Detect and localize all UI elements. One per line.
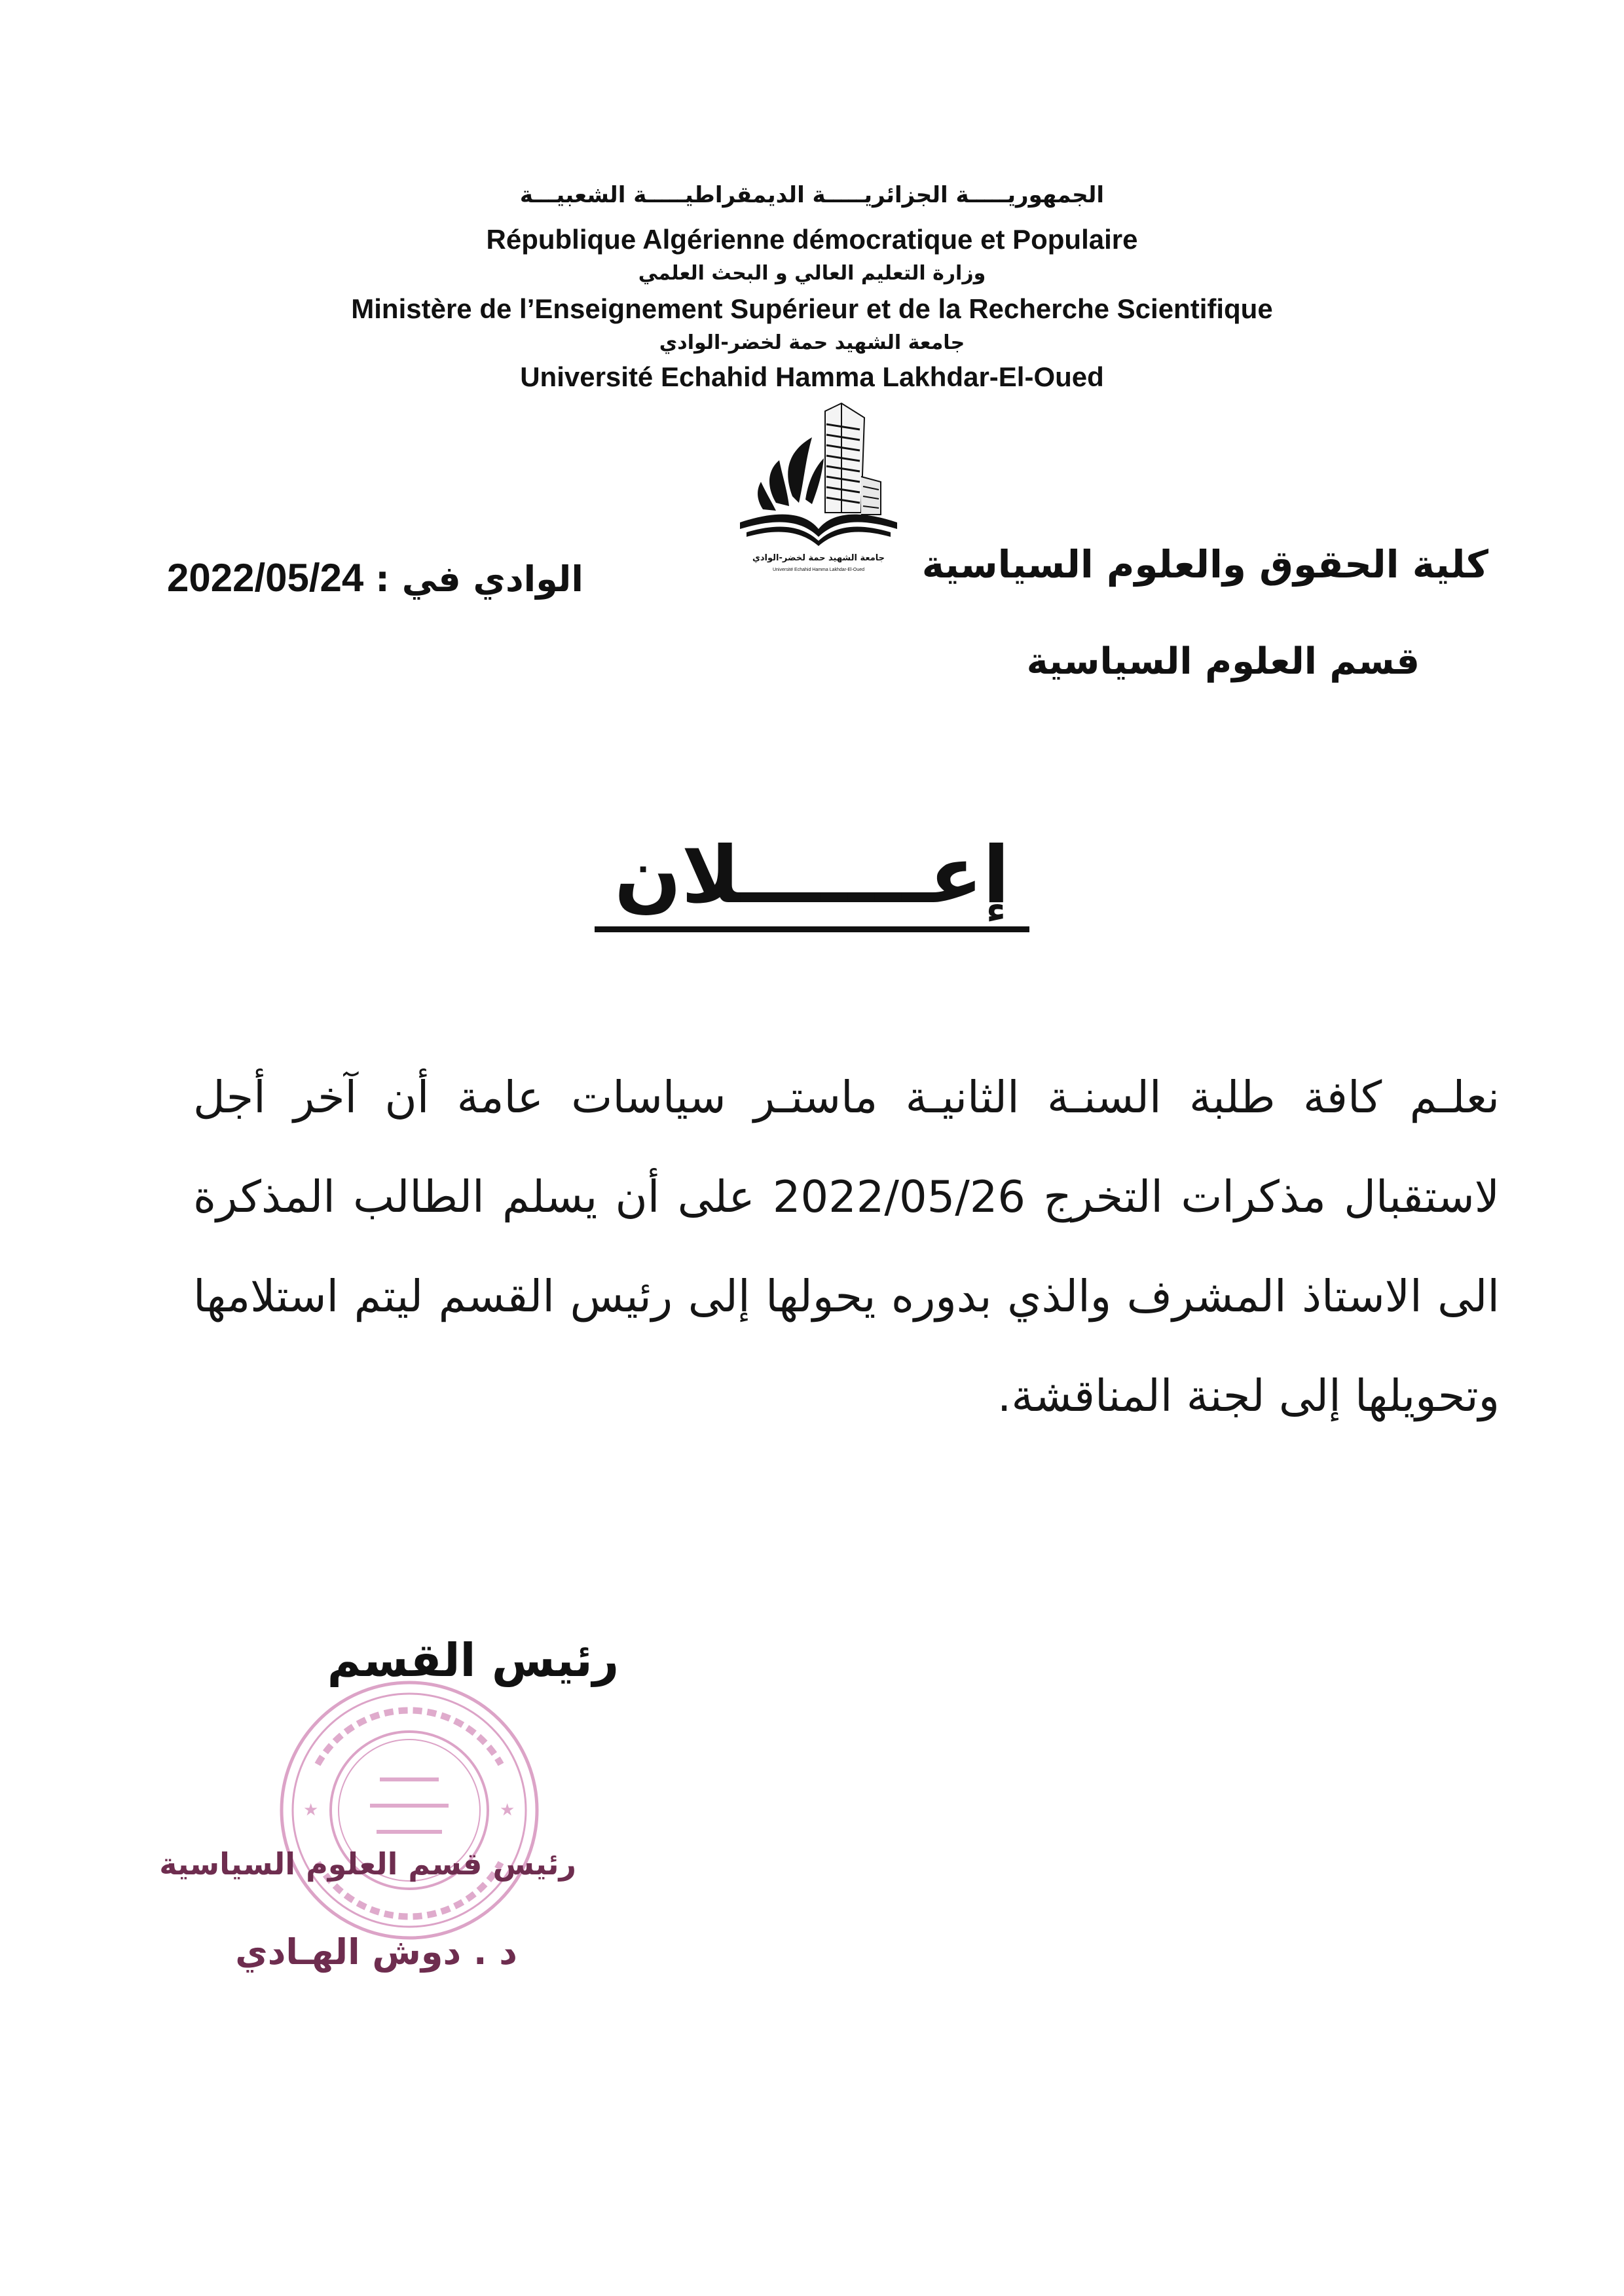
header-arabic-ministry: وزارة التعليم العالي و البحث العلمي [638,262,986,285]
logo-caption-french: Université Echahid Hamma Lakhdar-El-Oued [772,568,865,572]
announcement-title-text: إعـــــــلان [595,830,1029,932]
header-french-ministry: Ministère de l’Enseignement Supérieur et de la Recherche Scientifique [351,293,1273,324]
header-arabic-university: جامعة الشهيد حمة لخضر-الوادي [659,331,965,354]
announcement-body [193,1048,1500,1446]
signer-name: د . دوش الهـادي [235,1931,517,1973]
date-place-label: الوادي في : [375,558,583,600]
header-french-republic: République Algérienne démocratique et Populaire [486,224,1138,255]
official-stamp-icon [272,1673,547,1948]
announcement-paragraph: نعلـم كافة طلبة السنـة الثانيـة ماستـر سياسات عامة أن آخر أجل لاستقبال مذكرات التخرج 2022/05/26 على أن يسلم الطالب المذكرة الى الاستاذ المشرف والذي بدوره يحولها إلى رئيس القسم ليتم استلامها وتحويلها إلى لجنة المناقشة. [193,1072,1500,1421]
date-line [167,555,583,600]
logo-caption-arabic: جامعة الشهيد حمة لخضر-الوادي [752,553,885,563]
svg-text:★: ★ [500,1800,515,1820]
signer-role: رئيس قسم العلوم السياسية [159,1846,576,1882]
announcement-title [0,830,1624,932]
header-french-university: Université Echahid Hamma Lakhdar-El-Oued [520,361,1104,392]
department-name: قسم العلوم السياسية [1026,640,1420,683]
svg-text:★: ★ [303,1800,319,1820]
header-arabic-republic: الجمهوريـــــة الجزائريـــــة الديمقراطيـــــة الشعبيـــة [519,182,1105,208]
university-logo-icon [727,398,910,575]
date-value: 2022/05/24 [167,556,364,600]
signature-title: رئيس القسم [327,1633,619,1687]
faculty-name: كلية الحقوق والعلوم السياسية [921,542,1488,587]
